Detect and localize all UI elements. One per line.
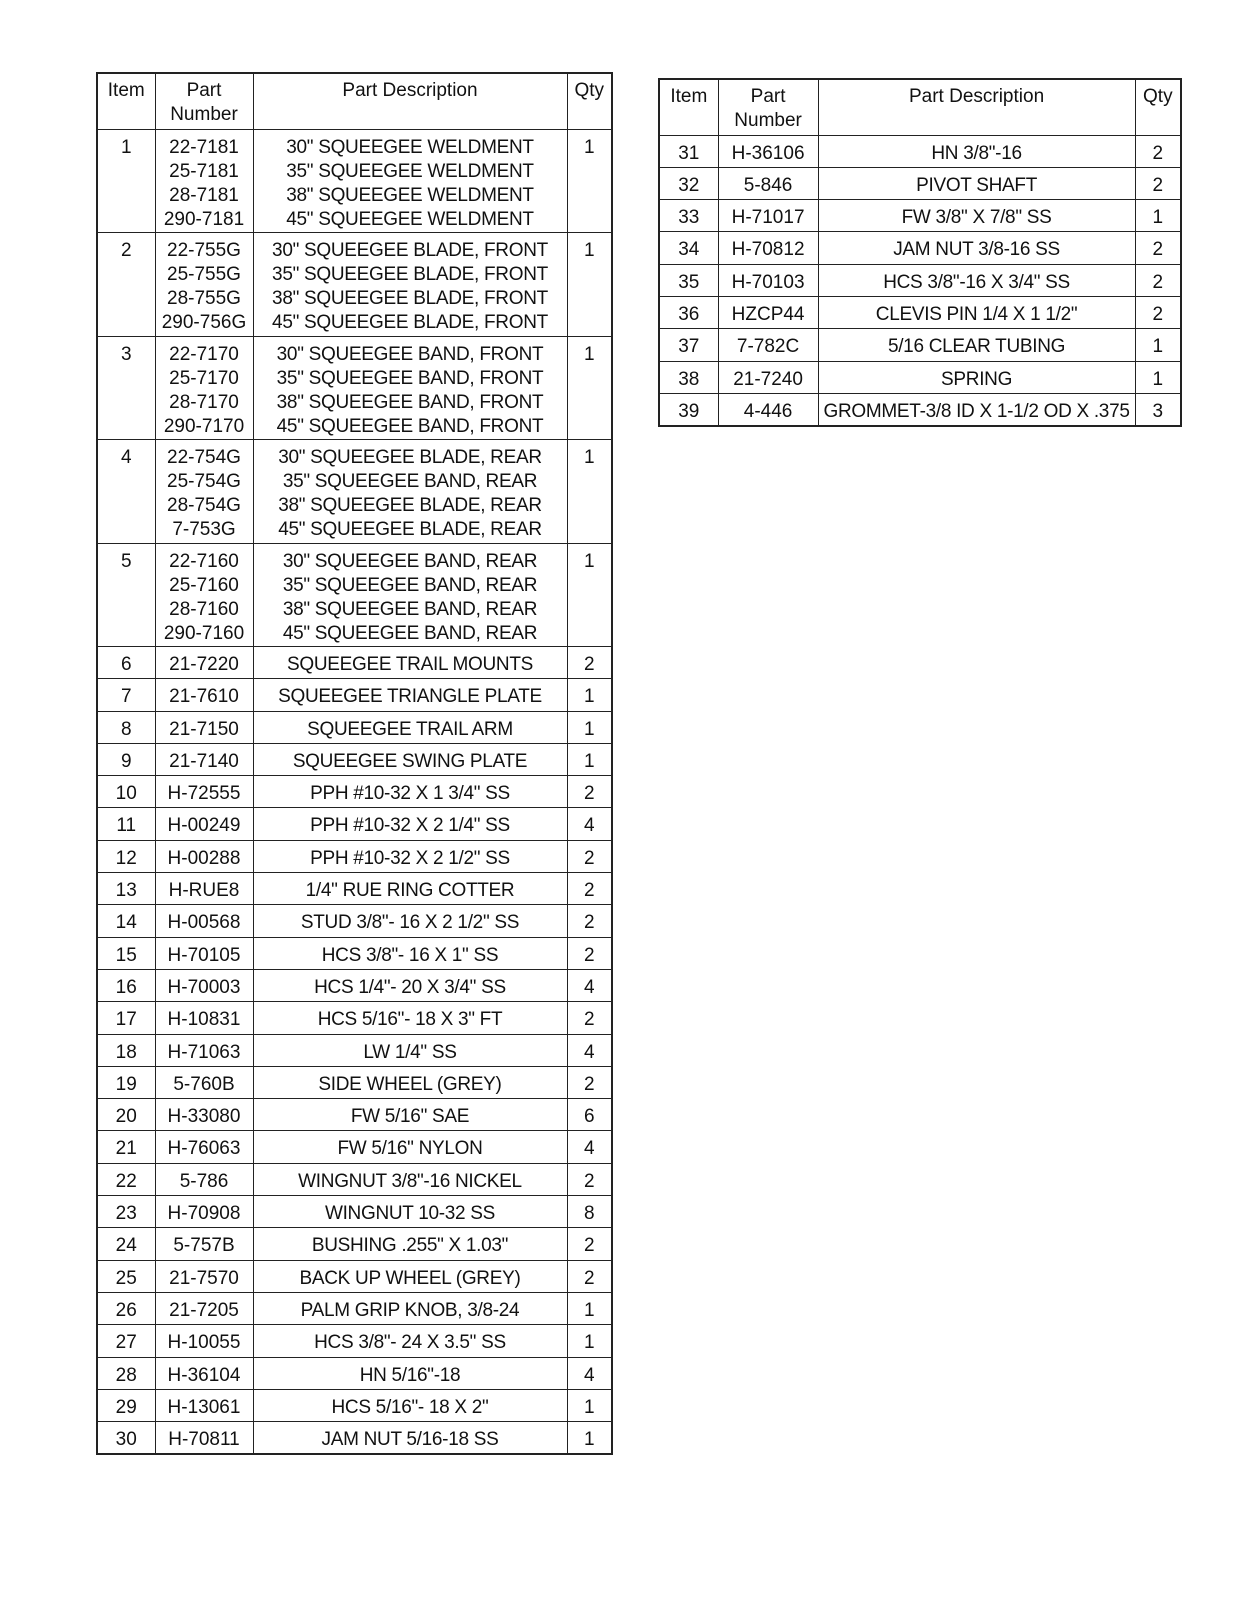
- part-number-cell-line: 22-7160: [169, 550, 239, 572]
- part-number-cell-line: 25-7181: [169, 160, 239, 182]
- qty-cell: 4: [567, 808, 612, 840]
- item-cell: 7: [97, 679, 155, 711]
- part-number-cell: 21-7150: [155, 711, 253, 743]
- description-cell: [253, 440, 567, 544]
- qty-cell: 1: [567, 711, 612, 743]
- part-number-cell: H-13061: [155, 1389, 253, 1421]
- qty-cell: 4: [567, 1357, 612, 1389]
- parts-table-right-body: [659, 135, 1181, 426]
- qty-cell: 1: [567, 679, 612, 711]
- table-row: [659, 200, 1181, 232]
- description-cell: JAM NUT 3/8-16 SS: [818, 232, 1135, 264]
- header-part-number: Part Number: [155, 73, 253, 129]
- description-cell: LW 1/4" SS: [253, 1034, 567, 1066]
- item-cell: 22: [97, 1163, 155, 1195]
- part-number-cell: 5-757B: [155, 1228, 253, 1260]
- table-row-group: [97, 440, 612, 544]
- table-row: [97, 873, 612, 905]
- part-number-cell: 21-7570: [155, 1260, 253, 1292]
- parts-table-left: [96, 72, 613, 1455]
- part-number-cell: H-70811: [155, 1422, 253, 1454]
- description-cell-line: 38" SQUEEGEE BAND, FRONT: [276, 391, 544, 413]
- qty-cell: 2: [1135, 264, 1181, 296]
- item-cell: 15: [97, 937, 155, 969]
- item-cell: 38: [659, 361, 718, 393]
- header-row: [659, 79, 1181, 135]
- description-cell-line: 45" SQUEEGEE BLADE, FRONT: [272, 312, 548, 333]
- part-number-cell-line: 28-7160: [169, 598, 239, 620]
- item-cell: 27: [97, 1325, 155, 1357]
- table-row: [97, 1131, 612, 1163]
- item-cell: 39: [659, 393, 718, 425]
- table-row: [97, 937, 612, 969]
- part-number-cell-line: 290-7170: [163, 415, 245, 437]
- part-number-cell: H-72555: [155, 776, 253, 808]
- table-row: [97, 1196, 612, 1228]
- item-cell: 19: [97, 1066, 155, 1098]
- description-cell-line: 35" SQUEEGEE BAND, REAR: [282, 471, 538, 492]
- description-cell: PALM GRIP KNOB, 3/8-24: [253, 1292, 567, 1324]
- item-cell: 29: [97, 1389, 155, 1421]
- description-cell: FW 3/8" X 7/8" SS: [818, 200, 1135, 232]
- table-row: [97, 1066, 612, 1098]
- item-cell: 1: [97, 129, 155, 233]
- table-row: [97, 905, 612, 937]
- qty-cell: 1: [567, 1292, 612, 1324]
- item-cell: 21: [97, 1131, 155, 1163]
- item-cell: 10: [97, 776, 155, 808]
- qty-cell: 2: [1135, 135, 1181, 167]
- part-number-cell: [155, 440, 253, 544]
- part-number-cell: 5-846: [718, 167, 818, 199]
- table-row: [97, 1357, 612, 1389]
- table-row: [97, 647, 612, 679]
- qty-cell: 6: [567, 1099, 612, 1131]
- table-row: [97, 1228, 612, 1260]
- table-row: [97, 1325, 612, 1357]
- part-number-cell: H-00288: [155, 840, 253, 872]
- qty-cell: 1: [567, 129, 612, 233]
- table-row: [97, 969, 612, 1001]
- item-cell: 3: [97, 336, 155, 440]
- table-row: [97, 1422, 612, 1454]
- description-cell: [253, 543, 567, 647]
- table-row-group: [97, 336, 612, 440]
- description-cell-line: 35" SQUEEGEE BAND, REAR: [282, 574, 538, 596]
- description-cell-line: 30" SQUEEGEE BLADE, REAR: [278, 447, 542, 468]
- part-number-cell: H-36104: [155, 1357, 253, 1389]
- description-cell-line: 35" SQUEEGEE BAND, FRONT: [276, 367, 544, 389]
- description-cell: SQUEEGEE TRAIL ARM: [253, 711, 567, 743]
- item-cell: 18: [97, 1034, 155, 1066]
- item-cell: 11: [97, 808, 155, 840]
- part-number-cell: H-70908: [155, 1196, 253, 1228]
- part-number-cell: [155, 336, 253, 440]
- description-cell-line: 45" SQUEEGEE BAND, FRONT: [276, 415, 544, 437]
- part-number-cell-line: 25-7170: [169, 367, 239, 389]
- qty-cell: 1: [567, 543, 612, 647]
- description-cell-line: 45" SQUEEGEE WELDMENT: [286, 208, 534, 230]
- part-number-cell: H-00568: [155, 905, 253, 937]
- description-cell-line: 30" SQUEEGEE BAND, REAR: [282, 550, 538, 572]
- qty-cell: 2: [567, 840, 612, 872]
- description-cell: SQUEEGEE SWING PLATE: [253, 743, 567, 775]
- header-row: [97, 73, 612, 129]
- item-cell: 36: [659, 296, 718, 328]
- part-number-cell-line: 25-755G: [167, 264, 241, 285]
- part-number-cell: H-71063: [155, 1034, 253, 1066]
- qty-cell: 2: [1135, 296, 1181, 328]
- description-cell-line: 38" SQUEEGEE BLADE, FRONT: [272, 288, 548, 309]
- header-description: Part Description: [818, 79, 1135, 135]
- description-cell: SQUEEGEE TRAIL MOUNTS: [253, 647, 567, 679]
- description-cell: PPH #10-32 X 1 3/4" SS: [253, 776, 567, 808]
- item-cell: 28: [97, 1357, 155, 1389]
- table-row: [659, 329, 1181, 361]
- qty-cell: 2: [567, 1002, 612, 1034]
- item-cell: 14: [97, 905, 155, 937]
- description-cell: [253, 233, 567, 337]
- part-number-cell: HZCP44: [718, 296, 818, 328]
- qty-cell: 2: [567, 776, 612, 808]
- table-row-group: [97, 233, 612, 337]
- description-cell: JAM NUT 5/16-18 SS: [253, 1422, 567, 1454]
- qty-cell: 1: [567, 233, 612, 337]
- description-cell: HCS 3/8"- 24 X 3.5" SS: [253, 1325, 567, 1357]
- description-cell: BUSHING .255" X 1.03": [253, 1228, 567, 1260]
- description-cell: GROMMET-3/8 ID X 1-1/2 OD X .375: [818, 393, 1135, 425]
- item-cell: 5: [97, 543, 155, 647]
- part-number-cell-line: 290-756G: [161, 312, 247, 333]
- part-number-cell: [155, 543, 253, 647]
- header-qty: Qty: [567, 73, 612, 129]
- item-cell: 37: [659, 329, 718, 361]
- description-cell: HCS 3/8"- 16 X 1" SS: [253, 937, 567, 969]
- description-cell: [253, 336, 567, 440]
- table-row: [97, 711, 612, 743]
- description-cell: SIDE WHEEL (GREY): [253, 1066, 567, 1098]
- item-cell: 32: [659, 167, 718, 199]
- part-number-cell-line: 28-7181: [169, 184, 239, 206]
- qty-cell: 1: [1135, 361, 1181, 393]
- part-number-cell-line: 290-7181: [163, 208, 245, 230]
- qty-cell: 2: [1135, 232, 1181, 264]
- part-number-cell: 5-786: [155, 1163, 253, 1195]
- description-cell-line: 45" SQUEEGEE BLADE, REAR: [278, 519, 542, 540]
- qty-cell: 2: [567, 1228, 612, 1260]
- part-number-cell: 21-7240: [718, 361, 818, 393]
- part-number-cell: 21-7610: [155, 679, 253, 711]
- description-cell-line: 38" SQUEEGEE BLADE, REAR: [278, 495, 542, 516]
- table-row: [97, 1292, 612, 1324]
- item-cell: 23: [97, 1196, 155, 1228]
- table-row-group: [97, 129, 612, 233]
- part-number-cell: 5-760B: [155, 1066, 253, 1098]
- description-cell-line: 30" SQUEEGEE BLADE, FRONT: [272, 240, 548, 261]
- table-row: [659, 232, 1181, 264]
- description-cell: BACK UP WHEEL (GREY): [253, 1260, 567, 1292]
- qty-cell: 2: [567, 1163, 612, 1195]
- table-row-group: [97, 543, 612, 647]
- header-part-number: Part Number: [718, 79, 818, 135]
- table-row: [659, 296, 1181, 328]
- part-number-cell: 21-7140: [155, 743, 253, 775]
- header-qty: Qty: [1135, 79, 1181, 135]
- qty-cell: 4: [567, 1034, 612, 1066]
- description-cell-line: 35" SQUEEGEE BLADE, FRONT: [272, 264, 548, 285]
- table-row: [659, 393, 1181, 425]
- item-cell: 17: [97, 1002, 155, 1034]
- description-cell: PPH #10-32 X 2 1/4" SS: [253, 808, 567, 840]
- part-number-cell: H-33080: [155, 1099, 253, 1131]
- qty-cell: 2: [567, 1066, 612, 1098]
- table-row: [97, 840, 612, 872]
- part-number-cell: H-70812: [718, 232, 818, 264]
- item-cell: 31: [659, 135, 718, 167]
- item-cell: 4: [97, 440, 155, 544]
- description-cell: HCS 1/4"- 20 X 3/4" SS: [253, 969, 567, 1001]
- part-number-cell: H-70105: [155, 937, 253, 969]
- part-number-cell-line: 28-7170: [169, 391, 239, 413]
- header-description: Part Description: [253, 73, 567, 129]
- part-number-cell-line: 28-755G: [167, 288, 241, 309]
- table-row: [97, 1163, 612, 1195]
- qty-cell: 1: [567, 1389, 612, 1421]
- part-number-cell: 21-7205: [155, 1292, 253, 1324]
- qty-cell: 1: [567, 440, 612, 544]
- qty-cell: 2: [567, 905, 612, 937]
- description-cell: STUD 3/8"- 16 X 2 1/2" SS: [253, 905, 567, 937]
- table-row: [659, 135, 1181, 167]
- item-cell: 30: [97, 1422, 155, 1454]
- description-cell: 1/4" RUE RING COTTER: [253, 873, 567, 905]
- item-cell: 12: [97, 840, 155, 872]
- table-row: [659, 361, 1181, 393]
- part-number-cell: H-36106: [718, 135, 818, 167]
- qty-cell: 3: [1135, 393, 1181, 425]
- qty-cell: 2: [567, 937, 612, 969]
- item-cell: 16: [97, 969, 155, 1001]
- table-row: [97, 1099, 612, 1131]
- part-number-cell: H-10055: [155, 1325, 253, 1357]
- description-cell-line: 38" SQUEEGEE BAND, REAR: [282, 598, 538, 620]
- qty-cell: 8: [567, 1196, 612, 1228]
- item-cell: 20: [97, 1099, 155, 1131]
- item-cell: 25: [97, 1260, 155, 1292]
- description-cell: HCS 5/16"- 18 X 3" FT: [253, 1002, 567, 1034]
- part-number-cell-line: 25-7160: [169, 574, 239, 596]
- part-number-cell-line: 7-753G: [172, 519, 236, 540]
- item-cell: 13: [97, 873, 155, 905]
- part-number-cell: H-70103: [718, 264, 818, 296]
- description-cell: WINGNUT 10-32 SS: [253, 1196, 567, 1228]
- table-row: [97, 808, 612, 840]
- qty-cell: 1: [567, 743, 612, 775]
- part-number-cell-line: 290-7160: [163, 622, 245, 644]
- description-cell-line: 35" SQUEEGEE WELDMENT: [286, 160, 534, 182]
- item-cell: 6: [97, 647, 155, 679]
- qty-cell: 2: [1135, 167, 1181, 199]
- part-number-cell: [155, 129, 253, 233]
- header-item: Item: [97, 73, 155, 129]
- table-row: [97, 679, 612, 711]
- table-row: [97, 743, 612, 775]
- qty-cell: 1: [567, 336, 612, 440]
- qty-cell: 4: [567, 1131, 612, 1163]
- part-number-cell: 21-7220: [155, 647, 253, 679]
- description-cell: FW 5/16" SAE: [253, 1099, 567, 1131]
- part-number-cell: H-00249: [155, 808, 253, 840]
- description-cell-line: 30" SQUEEGEE WELDMENT: [286, 136, 534, 158]
- part-number-cell-line: 22-7181: [169, 136, 239, 158]
- description-cell: FW 5/16" NYLON: [253, 1131, 567, 1163]
- description-cell: HCS 5/16"- 18 X 2": [253, 1389, 567, 1421]
- table-row: [659, 167, 1181, 199]
- description-cell: CLEVIS PIN 1/4 X 1 1/2": [818, 296, 1135, 328]
- part-number-cell-line: 22-7170: [169, 343, 239, 365]
- header-item: Item: [659, 79, 718, 135]
- part-number-cell: 7-782C: [718, 329, 818, 361]
- description-cell: 5/16 CLEAR TUBING: [818, 329, 1135, 361]
- description-cell: HCS 3/8"-16 X 3/4" SS: [818, 264, 1135, 296]
- table-row: [97, 776, 612, 808]
- table-row: [97, 1260, 612, 1292]
- qty-cell: 2: [567, 647, 612, 679]
- description-cell: PPH #10-32 X 2 1/2" SS: [253, 840, 567, 872]
- item-cell: 9: [97, 743, 155, 775]
- part-number-cell-line: 22-754G: [167, 447, 241, 468]
- qty-cell: 1: [567, 1422, 612, 1454]
- description-cell: PIVOT SHAFT: [818, 167, 1135, 199]
- description-cell-line: 38" SQUEEGEE WELDMENT: [286, 184, 534, 206]
- part-number-cell-line: 25-754G: [167, 471, 241, 492]
- item-cell: 2: [97, 233, 155, 337]
- parts-table-right: [658, 78, 1182, 427]
- table-row: [97, 1002, 612, 1034]
- qty-cell: 1: [1135, 329, 1181, 361]
- item-cell: 33: [659, 200, 718, 232]
- qty-cell: 2: [567, 1260, 612, 1292]
- part-number-cell: 4-446: [718, 393, 818, 425]
- item-cell: 8: [97, 711, 155, 743]
- item-cell: 24: [97, 1228, 155, 1260]
- description-cell-line: 30" SQUEEGEE BAND, FRONT: [276, 343, 544, 365]
- part-number-cell: H-RUE8: [155, 873, 253, 905]
- part-number-cell-line: 22-755G: [167, 240, 241, 261]
- table-row: [659, 264, 1181, 296]
- qty-cell: 4: [567, 969, 612, 1001]
- item-cell: 34: [659, 232, 718, 264]
- qty-cell: 2: [567, 873, 612, 905]
- part-number-cell: H-70003: [155, 969, 253, 1001]
- table-row: [97, 1389, 612, 1421]
- qty-cell: 1: [567, 1325, 612, 1357]
- item-cell: 35: [659, 264, 718, 296]
- part-number-cell: H-10831: [155, 1002, 253, 1034]
- description-cell: SPRING: [818, 361, 1135, 393]
- description-cell-line: 45" SQUEEGEE BAND, REAR: [282, 622, 538, 644]
- part-number-cell-line: 28-754G: [167, 495, 241, 516]
- table-row: [97, 1034, 612, 1066]
- qty-cell: 1: [1135, 200, 1181, 232]
- parts-table-left-body: [97, 129, 612, 1454]
- part-number-cell: [155, 233, 253, 337]
- item-cell: 26: [97, 1292, 155, 1324]
- description-cell: HN 3/8"-16: [818, 135, 1135, 167]
- description-cell: SQUEEGEE TRIANGLE PLATE: [253, 679, 567, 711]
- part-number-cell: H-76063: [155, 1131, 253, 1163]
- part-number-cell: H-71017: [718, 200, 818, 232]
- description-cell: [253, 129, 567, 233]
- description-cell: HN 5/16"-18: [253, 1357, 567, 1389]
- description-cell: WINGNUT 3/8"-16 NICKEL: [253, 1163, 567, 1195]
